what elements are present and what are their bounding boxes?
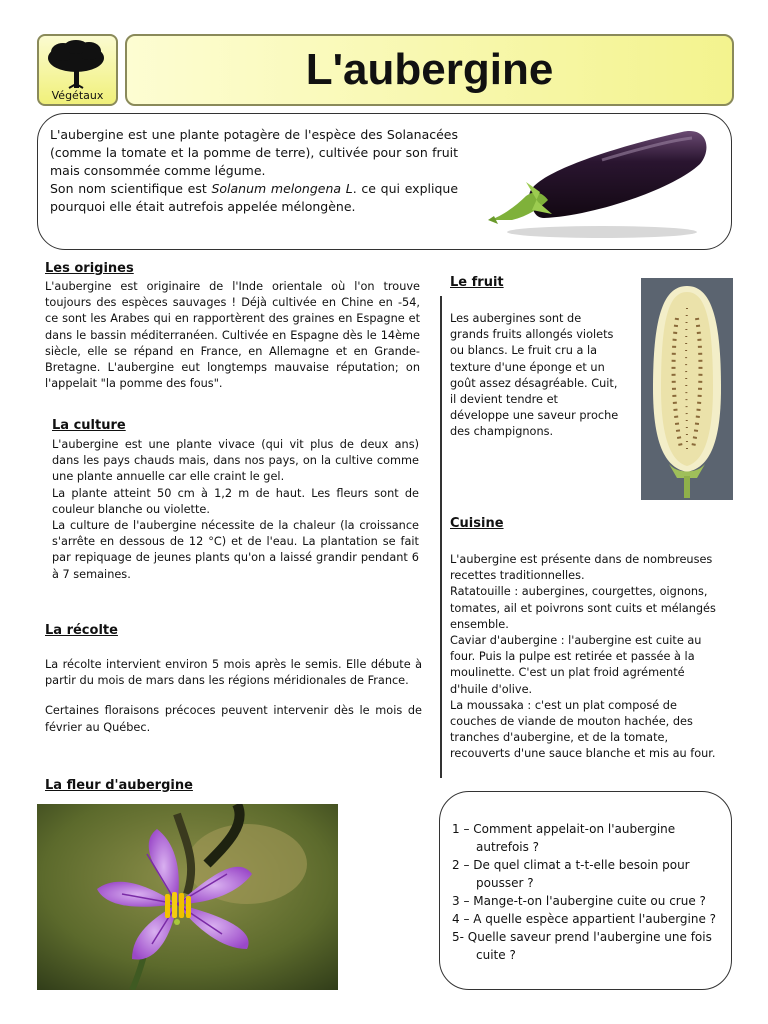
category-label: Végétaux bbox=[51, 89, 104, 102]
recolte-paragraph-2: Certaines floraisons précoces peuvent intervenir dès le mois de février au Québec. bbox=[45, 704, 422, 734]
intro-panel bbox=[37, 113, 732, 250]
scientific-name: Solanum melongena L bbox=[211, 181, 353, 196]
intro-line-2-end: . ce qui explique pourquoi elle était autrefois appelée mélongène. bbox=[50, 181, 459, 214]
intro-text bbox=[50, 126, 458, 216]
heading-fruit: Le fruit bbox=[450, 275, 504, 290]
quiz-question-2: 2 – De quel climat a t-t-elle besoin pour pousser ? bbox=[452, 858, 690, 890]
cuisine-line-2: Ratatouille : aubergines, courgettes, oignons, tomates, ail et poivrons sont cuits et mélangés ensemble. bbox=[450, 585, 716, 631]
recolte-text bbox=[45, 657, 422, 736]
recolte-paragraph-1: La récolte intervient environ 5 mois après le semis. Elle débute à partir du mois de mars dans les régions méridionales de France. bbox=[45, 658, 422, 688]
heading-origines: Les origines bbox=[45, 261, 134, 276]
intro-line-2 bbox=[50, 180, 458, 216]
intro-line-1: L'aubergine est une plante potagère de l'espèce des Solanacées (comme la tomate et la pomme de terre), cultivée pour son fruit mais consommée comme légume. bbox=[50, 127, 458, 178]
title-banner bbox=[125, 34, 734, 106]
culture-paragraph-2: La plante atteint 50 cm à 1,2 m de haut. Les fleurs sont de couleur blanche ou violette. bbox=[52, 486, 419, 516]
cuisine-line-1: L'aubergine est présente dans de nombreuses recettes traditionnelles. bbox=[450, 553, 713, 583]
category-badge bbox=[37, 34, 118, 106]
eggplant-image bbox=[482, 120, 714, 242]
quiz-list bbox=[452, 820, 728, 964]
heading-recolte: La récolte bbox=[45, 623, 118, 638]
heading-cuisine: Cuisine bbox=[450, 516, 504, 531]
culture-paragraph-3: La culture de l'aubergine nécessite de la chaleur (la croissance s'arrête en dessous de 12 °C) et de l'eau. La plantation se fait par repiquage de jeunes plants qu'on a laissé grandir pendant 6 à 7 semaines. bbox=[52, 519, 419, 581]
cut-eggplant-image bbox=[641, 278, 733, 500]
culture-text bbox=[52, 437, 419, 583]
heading-fleur: La fleur d'aubergine bbox=[45, 778, 193, 793]
cuisine-line-4: La moussaka : c'est un plat composé de couches de viande de mouton hachée, des tranches d'aubergine, et de la tomate, recouverts d'une sauce blanche et mis au four. bbox=[450, 698, 716, 761]
tree-icon bbox=[45, 40, 108, 90]
quiz-panel bbox=[439, 791, 732, 990]
quiz-question-1: 1 – Comment appelait-on l'aubergine autrefois ? bbox=[452, 822, 676, 854]
column-divider bbox=[440, 296, 442, 778]
culture-paragraph-1: L'aubergine est une plante vivace (qui vit plus de deux ans) dans les pays chauds mais, dans nos pays, on la cultive comme une plante annuelle car elle craint le gel. bbox=[52, 438, 419, 484]
origines-text: L'aubergine est originaire de l'Inde orientale où l'on trouve toujours des espèces sauvages ! Déjà cultivée en Chine en -54, ce sont les Arabes qui en rapportèrent des graines en Espagne et dans le bassin méditerranéen. Cultivée en Espagne dès le 14ème siècle, elle se répand en France, en Allemagne et en Grande-Bretagne. L'aubergine eut longtemps mauvaise réputation; on l'appelait "la pomme des fous". bbox=[45, 280, 420, 391]
fruit-text: Les aubergines sont de grands fruits allongés violets ou blancs. Le fruit cru a la texture d'une éponge et un goût assez désagréable. Cuit, il devient tendre et développe une saveur proche des champignons. bbox=[450, 312, 619, 439]
flower-image bbox=[37, 804, 338, 990]
quiz-question-5: 5- Quelle saveur prend l'aubergine une fois cuite ? bbox=[452, 930, 712, 962]
cuisine-text bbox=[450, 552, 725, 763]
intro-line-2-start: Son nom scientifique est bbox=[50, 181, 212, 196]
page-title: L'aubergine bbox=[305, 45, 554, 94]
quiz-question-4: 4 – A quelle espèce appartient l'aubergine ? bbox=[452, 912, 717, 926]
heading-culture: La culture bbox=[52, 418, 126, 433]
cuisine-line-3: Caviar d'aubergine : l'aubergine est cuite au four. Puis la pulpe est retirée et passée à la moulinette. C'est un plat froid agrémenté d'huile d'olive. bbox=[450, 634, 702, 696]
quiz-question-3: 3 – Mange-t-on l'aubergine cuite ou crue ? bbox=[452, 894, 706, 908]
